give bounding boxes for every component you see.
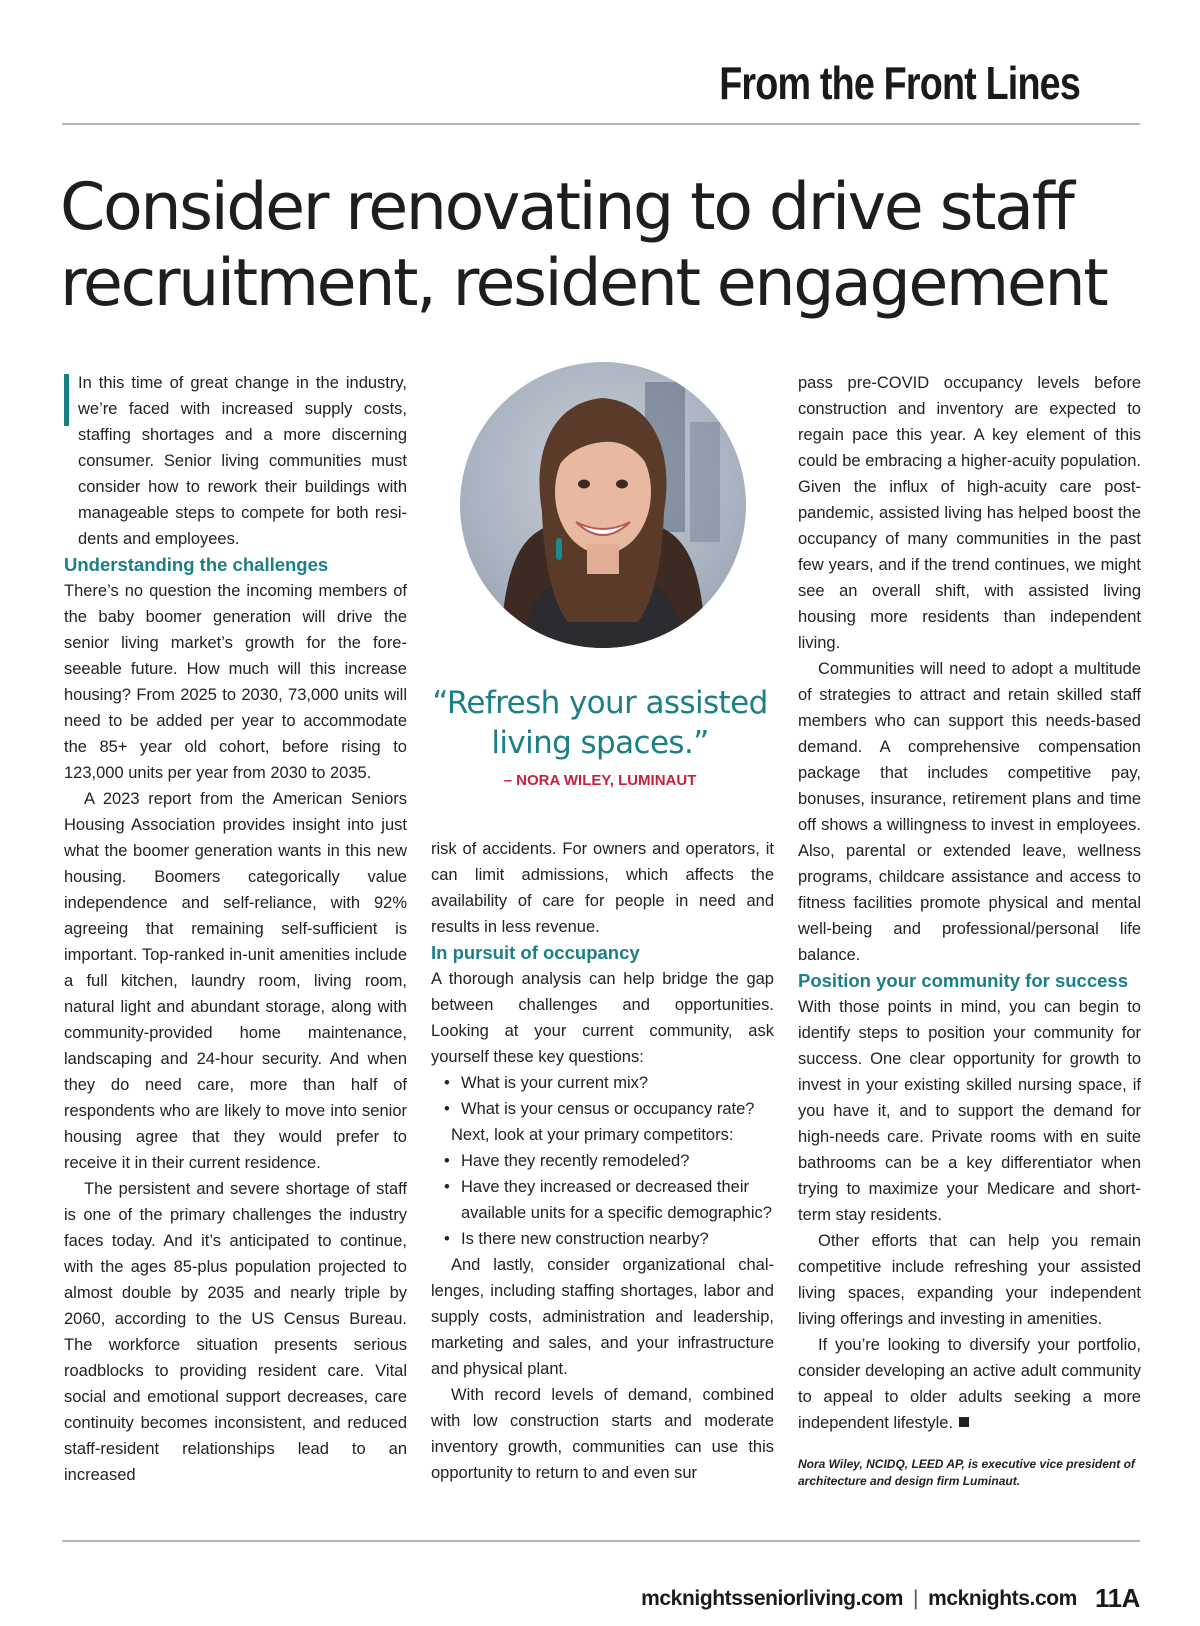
list-item: • What is your census or occupancy rate? bbox=[431, 1096, 774, 1122]
body-paragraph: There’s no question the incoming members of the baby boomer generation will drive the senior living market’s growth for the foreseeable future. How much will this increase housing? From 2025 to 2030, 73,000 units will need to be added per year to accommodate the 85+ year old cohort, before rising to 123,000 units per year from 2030 to 2035. bbox=[64, 582, 407, 782]
question-list bbox=[431, 1070, 774, 1122]
list-item: • Have they increased or decreased their available units for a specific demographic? bbox=[431, 1174, 774, 1226]
author-bio: Nora Wiley, NCIDQ, LEED AP, is executive vice president of architecture and design firm Luminaut. bbox=[798, 1457, 1135, 1488]
section-label: From the Front Lines bbox=[719, 57, 1080, 109]
footer-site-senior-living: mcknightsseniorliving.com bbox=[641, 1586, 904, 1610]
subhead-occupancy: In pursuit of occupancy bbox=[431, 942, 640, 963]
footer-site-mcknights: mcknights.com bbox=[928, 1586, 1077, 1610]
headline: Consider renovating to drive staff recruitment, resident engagement bbox=[60, 170, 1107, 321]
drop-cap-bar bbox=[64, 374, 69, 426]
body-paragraph: A 2023 report from the American Seniors Housing Association provides insight into just what the boomer generation wants in this new housing. Boomers categorically value independence and self-reliance, with 92% agreeing that remaining self-sufficient is important. Top-ranked in-unit amenities include a full kitchen, laundry room, living room, natural light and abundant storage, along with community-provided home maintenance, landscaping and 24-hour security. And when they do need care, more than half of respondents who are likely to move into senior housing agree that they would prefer to receive it in their current residence. bbox=[64, 790, 407, 1172]
closing-paragraph bbox=[798, 1332, 1141, 1436]
column-3 bbox=[798, 370, 1141, 1490]
author-photo bbox=[460, 362, 746, 648]
subhead-challenges: Understanding the challenges bbox=[64, 554, 329, 575]
body-paragraph: With those points in mind, you can begin to identify steps to position your community for success. One clear opportunity for growth to invest in your existing skilled nursing space, if you have it, and to support the demand for high-needs care. Private rooms with en suite bathrooms can be a key differentiator when trying to maximize your Medicare and short-term stay residents. bbox=[798, 998, 1141, 1224]
list-item: • Is there new construction nearby? bbox=[431, 1226, 774, 1252]
page-number: 11A bbox=[1094, 1583, 1140, 1613]
list-item: • What is your current mix? bbox=[431, 1070, 774, 1096]
body-paragraph: risk of accidents. For owners and operators, it can limit admissions, which affects the availability of care for people in need and results in less revenue. bbox=[431, 840, 774, 936]
column-1 bbox=[64, 370, 407, 1488]
footer-rule bbox=[62, 1540, 1140, 1542]
closing-paragraph-text: If you’re looking to diversify your portfolio, consider developing an active adult community to appeal to older adults seeking a more independent lifestyle. bbox=[798, 1336, 1141, 1432]
quote-attribution: – NORA WILEY, LUMINAUT bbox=[503, 772, 697, 789]
page-footer bbox=[641, 1583, 1140, 1614]
author-portrait-illustration bbox=[460, 362, 746, 648]
body-paragraph: pass pre-COVID occupancy levels before construction and inventory are expected to regain pace this year. A key element of this could be embracing a higher-acuity population. Given the influx of high-acuity care post-pandemic, assisted living has helped boost the occupancy of many communities in the past few years, and if the trend continues, we might see an overall shift, with assisted living housing more residents than independent living. bbox=[798, 374, 1141, 652]
body-paragraph: The persistent and severe shortage of staff is one of the primary challenges the industry faces today. And it’s anticipated to continue, with the ages 85-plus population projected to almost double by 2035 and nearly triple by 2060, according to the US Census Bureau. The workforce situation presents serious roadblocks to providing resident care. Vital social and emotional support decreases, care continuity becomes inconsistent, and reduced staff-resident relationships lead to an increased bbox=[64, 1180, 407, 1484]
lead-paragraph bbox=[64, 370, 407, 552]
competitors-lead: Next, look at your primary competitors: bbox=[451, 1126, 734, 1144]
list-item: • Have they recently remodeled? bbox=[431, 1148, 774, 1174]
subhead-success: Position your community for success bbox=[798, 970, 1128, 991]
body-paragraph: Communities will need to adopt a multitude of strategies to attract and retain skilled staff members who can support this needs-based demand. A comprehensive compensation package that includes competitive pay, bonuses, insurance, retirement plans and time off shows a willingness to invest in employees. Also, parental or extended leave, wellness programs, childcare assistance and access to fitness facilities promote physical and mental well-being and professional/personal life balance. bbox=[798, 660, 1141, 964]
lead-paragraph-text: In this time of great change in the industry, we’re faced with increased supply costs, staffing shortages and a more discerning consumer. Senior living communities must consider how to rework their buildings with manageable steps to compete for both residents and employees. bbox=[78, 374, 407, 548]
header-rule bbox=[62, 123, 1140, 125]
pull-quote: “Refresh your assisted living spaces.” bbox=[432, 685, 768, 761]
body-paragraph: Other efforts that can help you remain competitive include refreshing your assisted living spaces, expanding your independent living offerings and investing in amenities. bbox=[798, 1232, 1141, 1328]
body-paragraph: And lastly, consider organizational challenges, including staffing shortages, labor and supply costs, administration and leadership, marketing and sales, and your infrastructure and physical plant. bbox=[431, 1256, 774, 1378]
body-paragraph: With record levels of demand, combined with low construction starts and moderate inventory growth, communities can use this opportunity to return to and even sur bbox=[431, 1386, 774, 1482]
competitor-question-list bbox=[431, 1148, 774, 1252]
end-mark-icon bbox=[959, 1417, 969, 1427]
column-2 bbox=[431, 836, 774, 1486]
footer-separator: | bbox=[913, 1586, 919, 1610]
body-paragraph: A thorough analysis can help bridge the gap between challenges and opportunities. Looking at your current community, ask yourself these key questions: bbox=[431, 970, 774, 1066]
